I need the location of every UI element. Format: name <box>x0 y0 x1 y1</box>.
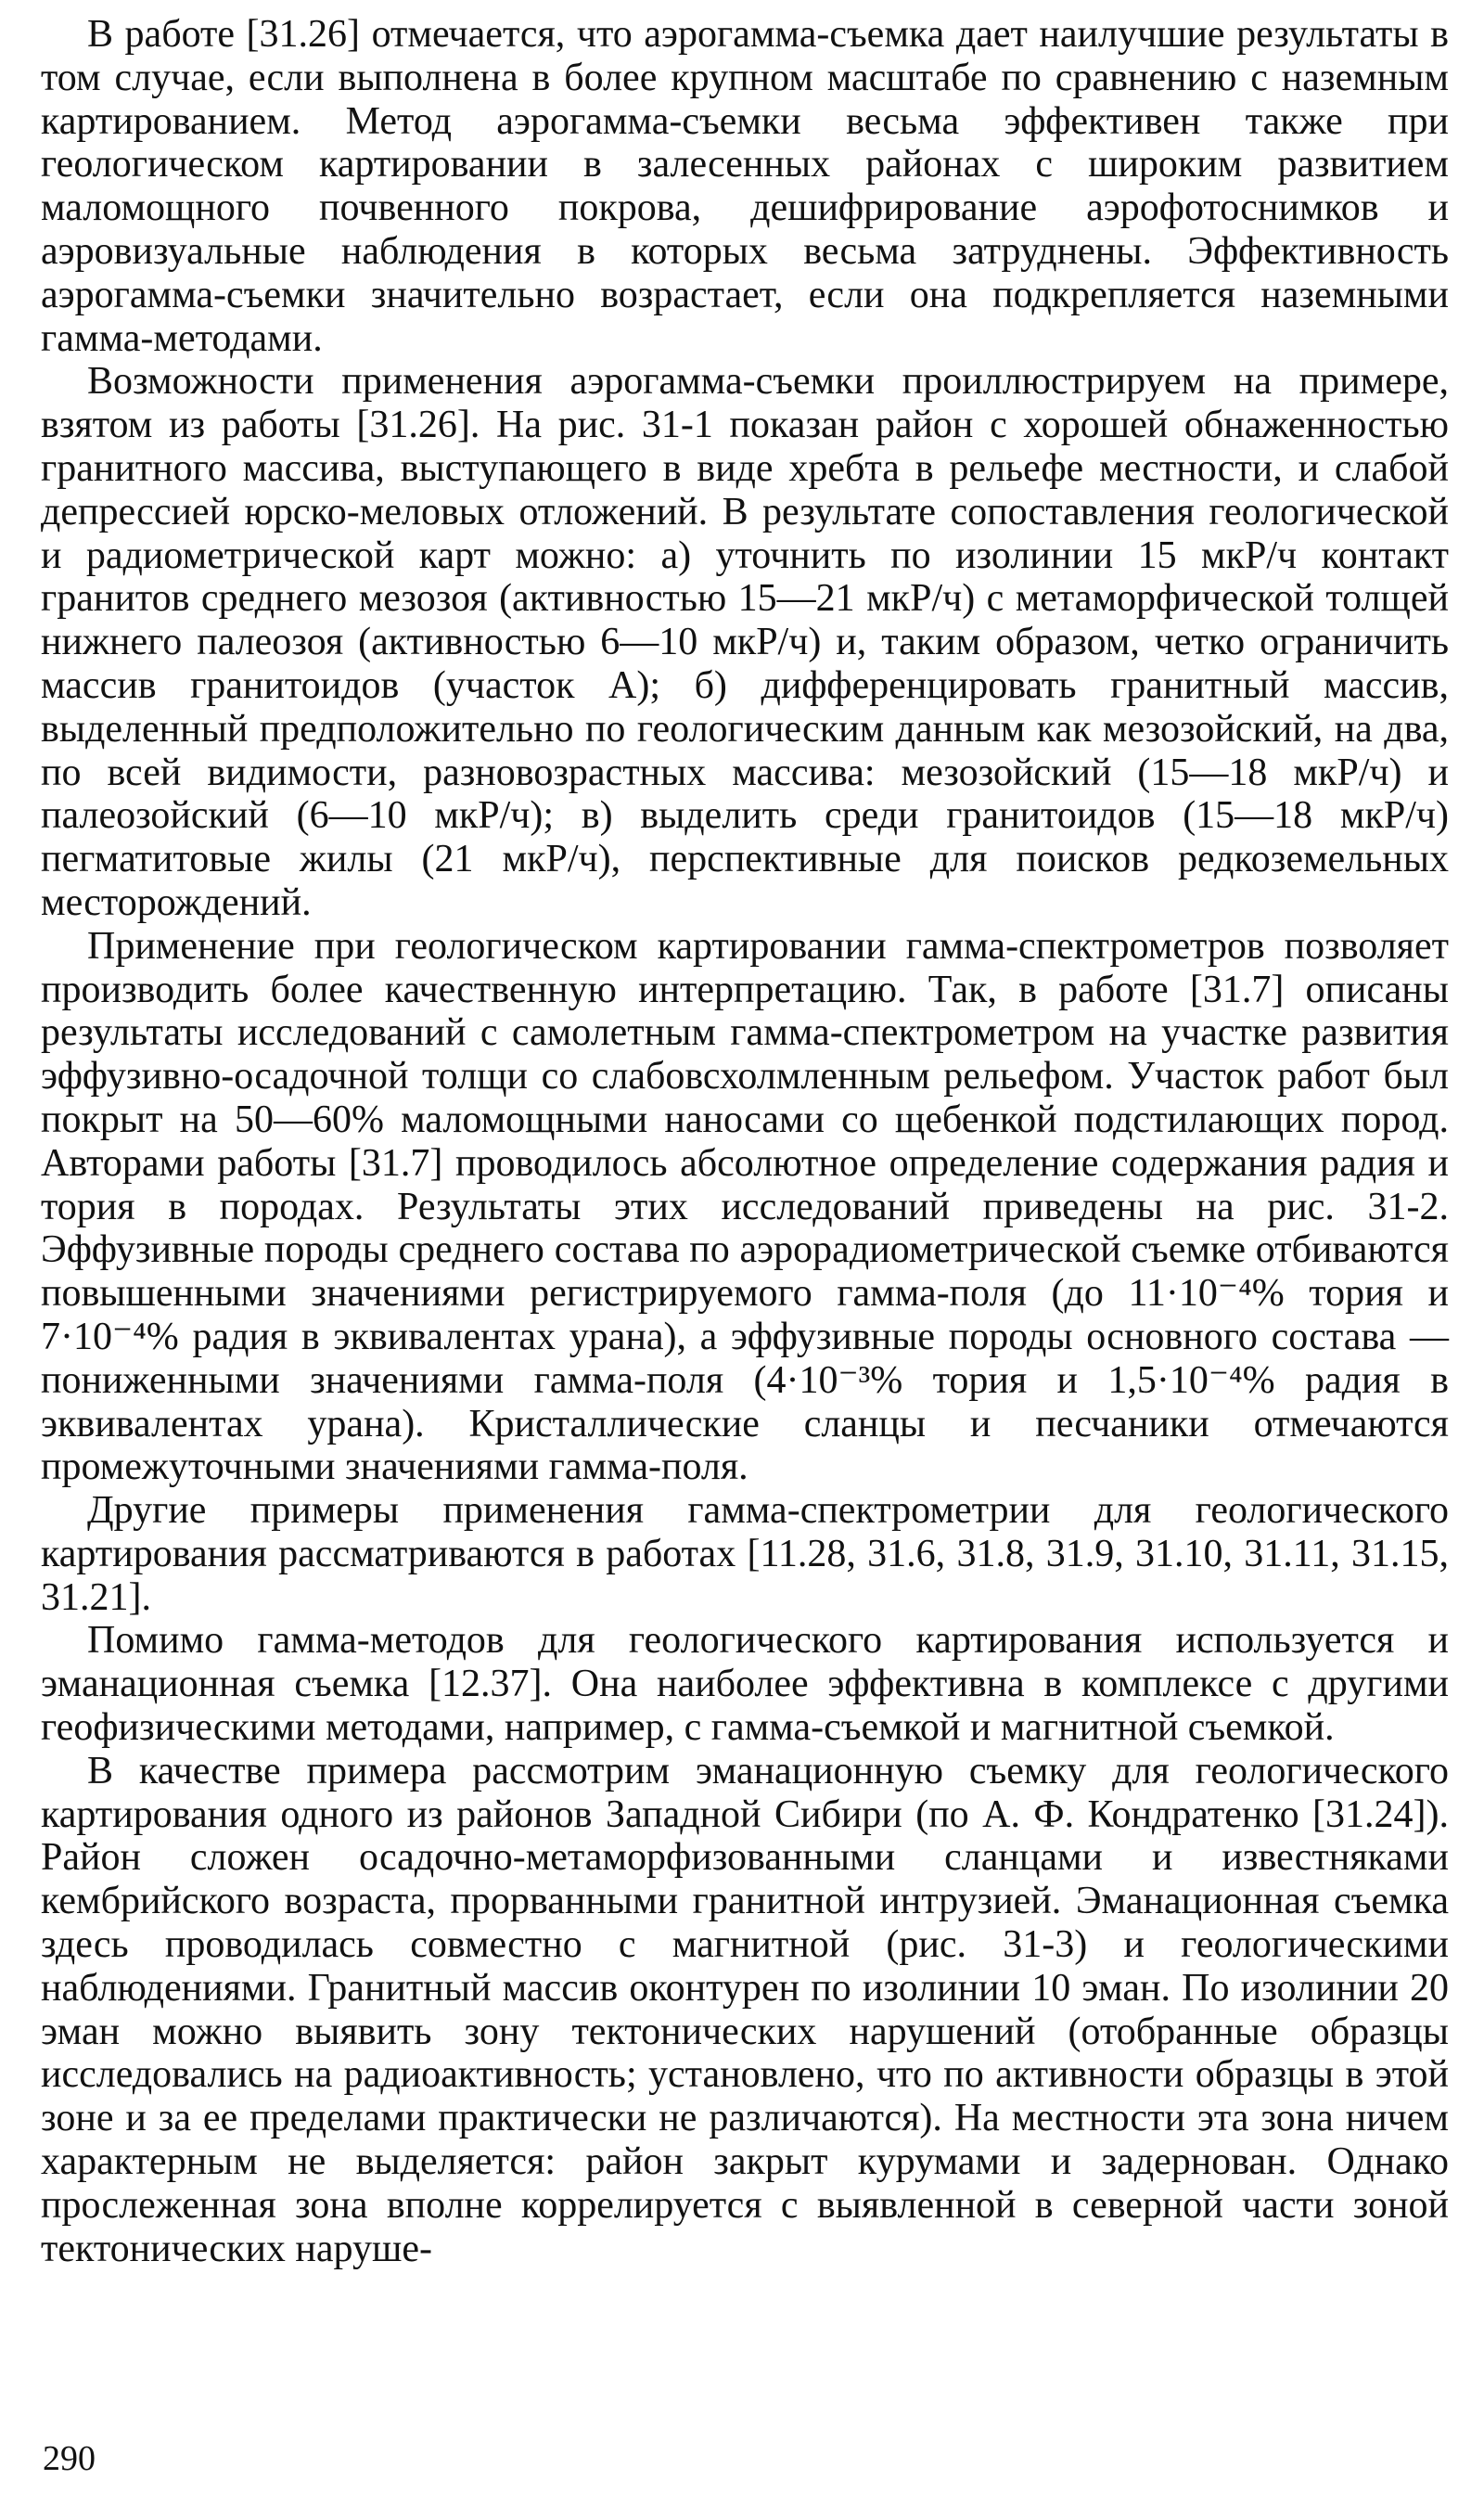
page-number: 290 <box>43 2439 96 2478</box>
page-body <box>41 13 1449 2270</box>
paragraph-2: Возможности применения аэрогамма-съемки проиллюстрируем на примере, взятом из работы [31.26]. На рис. 31-1 показан район с хорошей обнаженностью гранитного массива, выступающего в виде хребта в рельефе местности, и слабой депрессией юрско-меловых отложений. В результате сопоставления геологической и радиометрической карт можно: а) уточнить по изолинии 15 мкР/ч контакт гранитов среднего мезозоя (активностью 15—21 мкР/ч) с метаморфической толщей нижнего палеозоя (активностью 6—10 мкР/ч) и, таким образом, четко ограничить массив гранитоидов (участок А); б) дифференцировать гранитный массив, выделенный предположительно по геологическим данным как мезозойский, на два, по всей видимости, разновозрастных массива: мезозойский (15—18 мкР/ч) и палеозойский (6—10 мкР/ч); в) выделить среди гранитоидов (15—18 мкР/ч) пегматитовые жилы (21 мкР/ч), перспективные для поисков редкоземельных месторождений. <box>41 360 1449 924</box>
paragraph-4: Другие примеры применения гамма-спектрометрии для геологического картирования рассматриваются в работах [11.28, 31.6, 31.8, 31.9, 31.10, 31.11, 31.15, 31.21]. <box>41 1489 1449 1619</box>
paragraph-3: Применение при геологическом картировании гамма-спектрометров позволяет производить более качественную интерпретацию. Так, в работе [31.7] описаны результаты исследований с самолетным гамма-спектрометром на участке развития эффузивно-осадочной толщи со слабовсхолмленным рельефом. Участок работ был покрыт на 50—60% маломощными наносами со щебенкой подстилающих пород. Авторами работы [31.7] проводилось абсолютное определение содержания радия и тория в породах. Результаты этих исследований приведены на рис. 31-2. Эффузивные породы среднего состава по аэрорадиометрической съемке отбиваются повышенными значениями регистрируемого гамма-поля (до 11·10⁻⁴% тория и 7·10⁻⁴% радия в эквивалентах урана), а эффузивные породы основного состава — пониженными значениями гамма-поля (4·10⁻³% тория и 1,5·10⁻⁴% радия в эквивалентах урана). Кристаллические сланцы и песчаники отмечаются промежуточными значениями гамма-поля. <box>41 924 1449 1489</box>
paragraph-1: В работе [31.26] отмечается, что аэрогамма-съемка дает наилучшие результаты в том случае, если выполнена в более крупном масштабе по сравнению с наземным картированием. Метод аэрогамма-съемки весьма эффективен также при геологическом картировании в залесенных районах с широким развитием маломощного почвенного покрова, дешифрирование аэрофотоснимков и аэровизуальные наблюдения в которых весьма затруднены. Эффективность аэрогамма-съемки значительно возрастает, если она подкрепляется наземными гамма-методами. <box>41 13 1449 360</box>
paragraph-5: Помимо гамма-методов для геологического картирования используется и эманационная съемка [12.37]. Она наиболее эффективна в комплексе с другими геофизическими методами, например, с гамма-съемкой и магнитной съемкой. <box>41 1619 1449 1750</box>
paragraph-6: В качестве примера рассмотрим эманационную съемку для геологического картирования одного из районов Западной Сибири (по А. Ф. Кондратенко [31.24]). Район сложен осадочно-метаморфизованными сланцами и известняками кембрийского возраста, прорванными гранитной интрузией. Эманационная съемка здесь проводилась совместно с магнитной (рис. 31-3) и геологическими наблюдениями. Гранитный массив оконтурен по изолинии 10 эман. По изолинии 20 эман можно выявить зону тектонических нарушений (отобранные образцы исследовались на радиоактивность; установлено, что по активности образцы в этой зоне и за ее пределами практически не различаются). На местности эта зона ничем характерным не выделяется: район закрыт курумами и задернован. Однако прослеженная зона вполне коррелируется с выявленной в северной части зоной тектонических наруше- <box>41 1749 1449 2270</box>
